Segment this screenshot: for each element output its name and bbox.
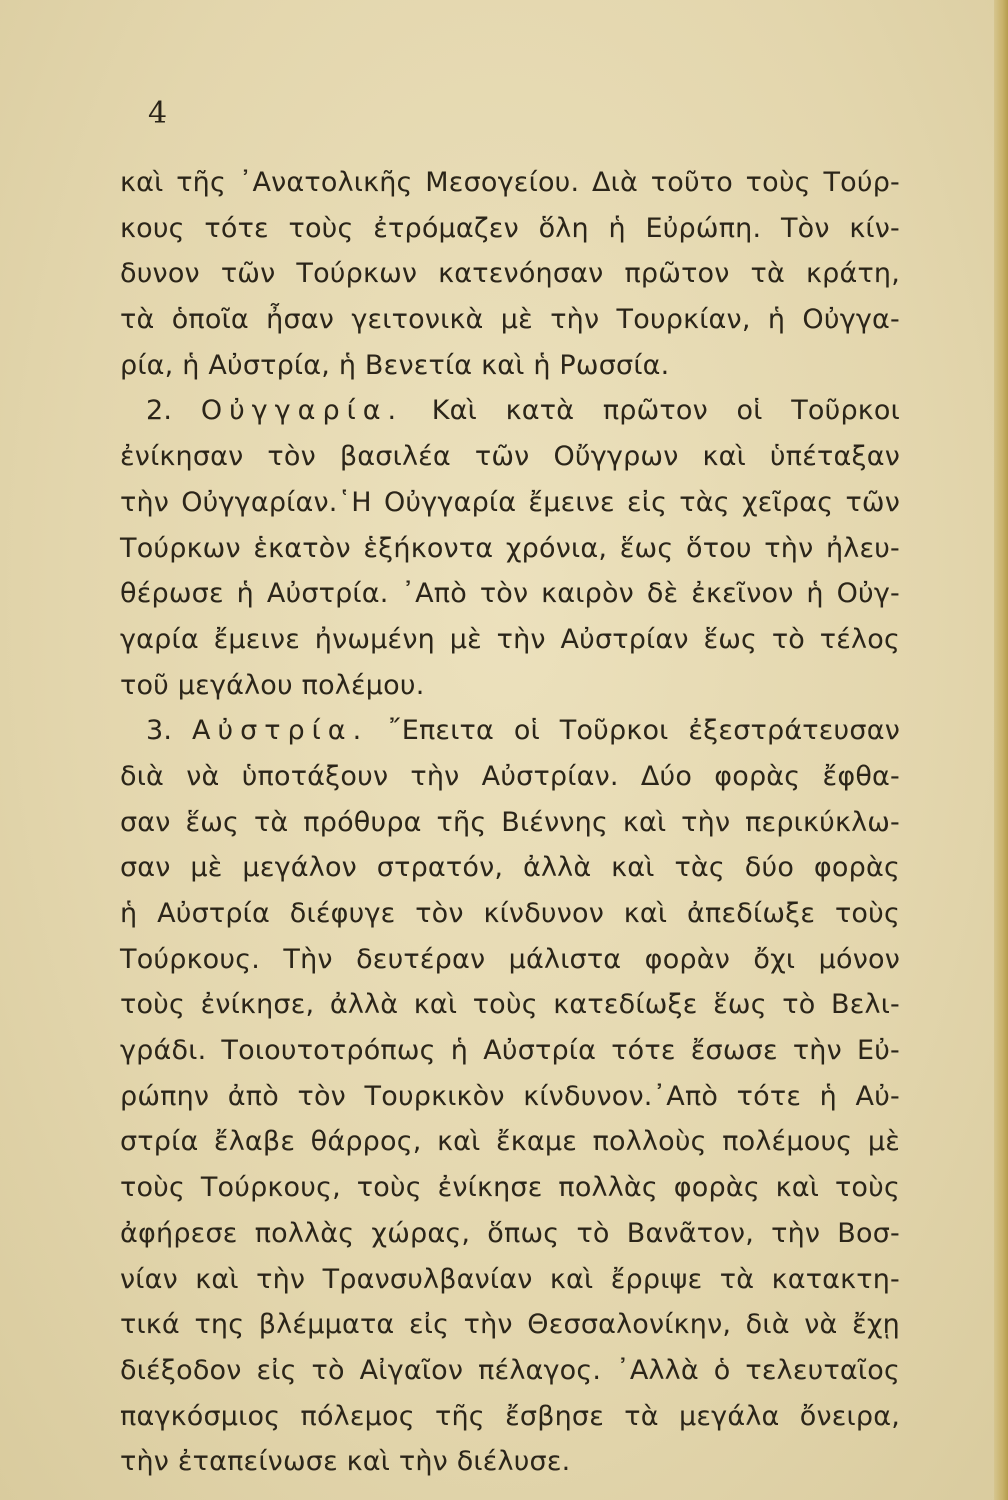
text-line: τοῦ μεγάλου πολέμου. <box>120 669 425 701</box>
text-line: ρία, ἡ Αὐστρία, ἡ Βενετία καὶ ἡ Ρωσσία. <box>120 349 670 381</box>
text-line: δυνον τῶν Τούρκων κατενόησαν πρῶτον τὰ κράτη, <box>120 258 900 290</box>
text-line: κους τότε τοὺς ἐτρόμαζεν ὅλη ἡ Εὐρώπη. Τὸν κίν- <box>120 212 900 244</box>
text-line: γαρία ἔμεινε ἠνωμένη μὲ τὴν Αὐστρίαν ἕως τὸ τέλος <box>120 623 900 655</box>
text-line: ἀφήρεσε πολλὰς χώρας, ὅπως τὸ Βανᾶτον, τὴν Βοσ- <box>120 1217 900 1249</box>
section-number: 3. <box>146 715 173 747</box>
text-line: καὶ τῆς ᾿Ανατολικῆς Μεσογείου. Διὰ τοῦτο τοὺς Τούρ- <box>120 167 900 198</box>
text-line: γράδι. Τοιουτοτρόπως ἡ Αὐστρία τότε ἔσωσε τὴν Εὐ- <box>120 1035 900 1067</box>
text-line: ἡ Αὐστρία διέφυγε τὸν κίνδυνον καὶ ἀπεδίωξε τοὺς <box>120 898 900 929</box>
text-line: διὰ νὰ ὑποτάξουν τὴν Αὐστρίαν. Δύο φορὰς ἔφθα- <box>120 760 900 792</box>
text-line: τοὺς ἐνίκησε, ἀλλὰ καὶ τοὺς κατεδίωξε ἕως τὸ Βελι- <box>120 989 900 1021</box>
text-line: διέξοδον εἰς τὸ Αἰγαῖον πέλαγος. ᾿Αλλὰ ὁ τελευταῖος <box>120 1354 900 1386</box>
text-line: τὴν Οὐγγαρίαν.῾Η Οὐγγαρία ἔμεινε εἰς τὰς χεῖρας τῶν <box>120 486 900 518</box>
section-title: Οὐγγαρία. <box>200 395 404 427</box>
text-line: τικά της βλέμματα εἰς τὴν Θεσσαλονίκην, διὰ νὰ ἔχῃ <box>120 1309 900 1341</box>
text-line: σαν μὲ μεγάλον στρατόν, ἀλλὰ καὶ τὰς δύο φορὰς <box>120 852 900 884</box>
text-line: ἐνίκησαν τὸν βασιλέα τῶν Οὔγγρων καὶ ὑπέταξαν <box>120 441 900 473</box>
text-fragment: Καὶ κατὰ πρῶτον οἱ Τοῦρκοι <box>431 395 900 427</box>
text-line: Τούρκων ἑκατὸν ἑξήκοντα χρόνια, ἕως ὅτου τὴν ἠλευ- <box>120 532 900 564</box>
text-line: τοὺς Τούρκους, τοὺς ἐνίκησε πολλὰς φορὰς καὶ τοὺς <box>120 1172 900 1204</box>
page-number: 4 <box>148 96 168 131</box>
section-title: Αὐστρία. <box>192 715 369 747</box>
text-line: σαν ἕως τὰ πρόθυρα τῆς Βιέννης καὶ τὴν περικύκλω- <box>120 806 900 838</box>
text-line: στρία ἔλαβε θάρρος, καὶ ἔκαμε πολλοὺς πολέμους μὲ <box>120 1126 900 1158</box>
text-line: νίαν καὶ τὴν Τρανσυλβανίαν καὶ ἔρριψε τὰ κατακτη- <box>120 1263 900 1295</box>
section-heading-line <box>120 388 900 434</box>
text-line: τὴν ἐταπείνωσε καὶ τὴν διέλυσε. <box>120 1446 571 1478</box>
text-line: τὰ ὁποῖα ἦσαν γειτονικὰ μὲ τὴν Τουρκίαν, ἡ Οὐγγα- <box>120 304 900 336</box>
body-text <box>120 160 900 1485</box>
section-number: 2. <box>146 395 173 427</box>
text-line: παγκόσμιος πόλεμος τῆς ἔσβησε τὰ μεγάλα ὄνειρα, <box>120 1400 900 1432</box>
section-heading-line <box>120 708 900 754</box>
text-line: ρώπην ἀπὸ τὸν Τουρκικὸν κίνδυνον.᾿Απὸ τότε ἡ Αὐ- <box>120 1080 900 1112</box>
text-line: Τούρκους. Τὴν δευτέραν μάλιστα φορὰν ὄχι μόνον <box>120 943 900 975</box>
text-fragment: ῎Επειτα οἱ Τοῦρκοι ἐξεστράτευσαν <box>388 715 900 747</box>
text-line: θέρωσε ἡ Αὐστρία. ᾿Απὸ τὸν καιρὸν δὲ ἐκεῖνον ἡ Οὐγ- <box>120 578 900 610</box>
page-edge <box>994 0 1008 1500</box>
